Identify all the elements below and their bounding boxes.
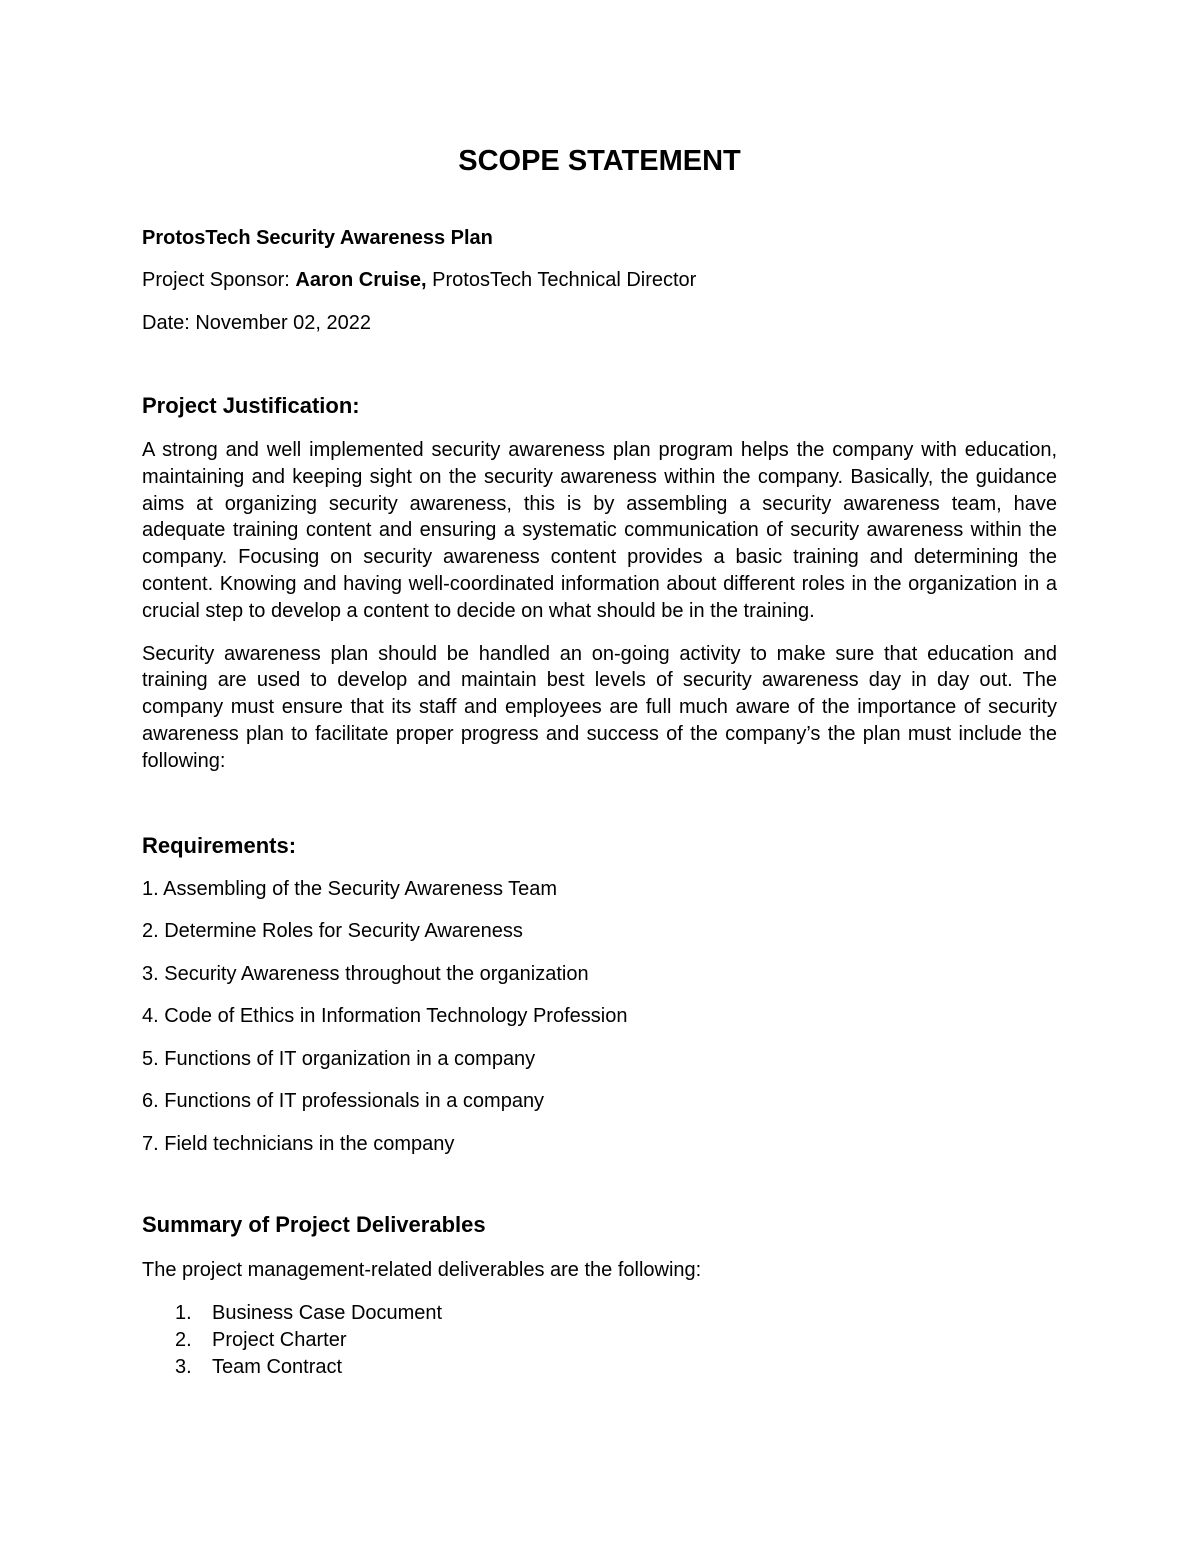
sponsor-name: Aaron Cruise, (295, 269, 427, 291)
requirements-heading: Requirements: (142, 832, 297, 858)
justification-paragraph: A strong and well implemented security awareness plan program helps the company with education, maintaining and keeping sight on the security awareness within the company. Basically, the guidance aims at organizing security awareness, this is by assembling a security awareness team, have adequate training content and ensuring a systematic communication of security awareness within the company. Focusing on security awareness content provides a basic training and determining the content. Knowing and having well-coordinated information about different roles in the organization in a crucial step to develop a content to decide on what should be in the training. (142, 439, 1057, 622)
requirement-item: 2. Determine Roles for Security Awareness (142, 920, 523, 943)
date-line: Date: November 02, 2022 (142, 312, 372, 334)
requirement-item: 1. Assembling of the Security Awareness Team (142, 877, 558, 900)
deliverable-item (142, 1327, 1057, 1354)
deliverables-heading: Summary of Project Deliverables (142, 1211, 486, 1237)
requirement-item: 4. Code of Ethics in Information Technology Profession (142, 1005, 628, 1028)
deliverables-intro: The project management-related deliverables are the following: (142, 1258, 702, 1281)
justification-heading: Project Justification: (142, 393, 360, 418)
sponsor-label: Project Sponsor: (142, 269, 296, 291)
deliverable-text: Team Contract (212, 1355, 343, 1378)
deliverable-number: 2. (175, 1328, 192, 1351)
document-content (142, 140, 1057, 1381)
deliverable-number: 1. (175, 1301, 192, 1324)
requirement-item: 6. Functions of IT professionals in a company (142, 1090, 545, 1113)
deliverable-number: 3. (175, 1355, 192, 1378)
requirement-item: 7. Field technicians in the company (142, 1132, 455, 1155)
justification-paragraph: Security awareness plan should be handled an on-going activity to make sure that education and training are used to develop and maintain best levels of security awareness day in day out. The company must ensure that its staff and employees are full much aware of the importance of security awareness plan to facilitate proper progress and success of the company’s the plan must include the following: (142, 642, 1057, 772)
requirements-list (142, 877, 1057, 1156)
document-title: SCOPE STATEMENT (458, 145, 741, 177)
deliverables-list (142, 1300, 1057, 1381)
sponsor-role: ProtosTech Technical Director (426, 269, 697, 291)
deliverable-text: Business Case Document (212, 1301, 443, 1324)
deliverable-text: Project Charter (212, 1328, 347, 1351)
requirement-item: 3. Security Awareness throughout the organization (142, 962, 589, 985)
requirement-item: 5. Functions of IT organization in a company (142, 1047, 536, 1070)
project-sponsor-line (142, 268, 1057, 292)
project-subtitle: ProtosTech Security Awareness Plan (142, 227, 493, 249)
deliverable-item (142, 1300, 1057, 1327)
deliverable-item (142, 1354, 1057, 1381)
